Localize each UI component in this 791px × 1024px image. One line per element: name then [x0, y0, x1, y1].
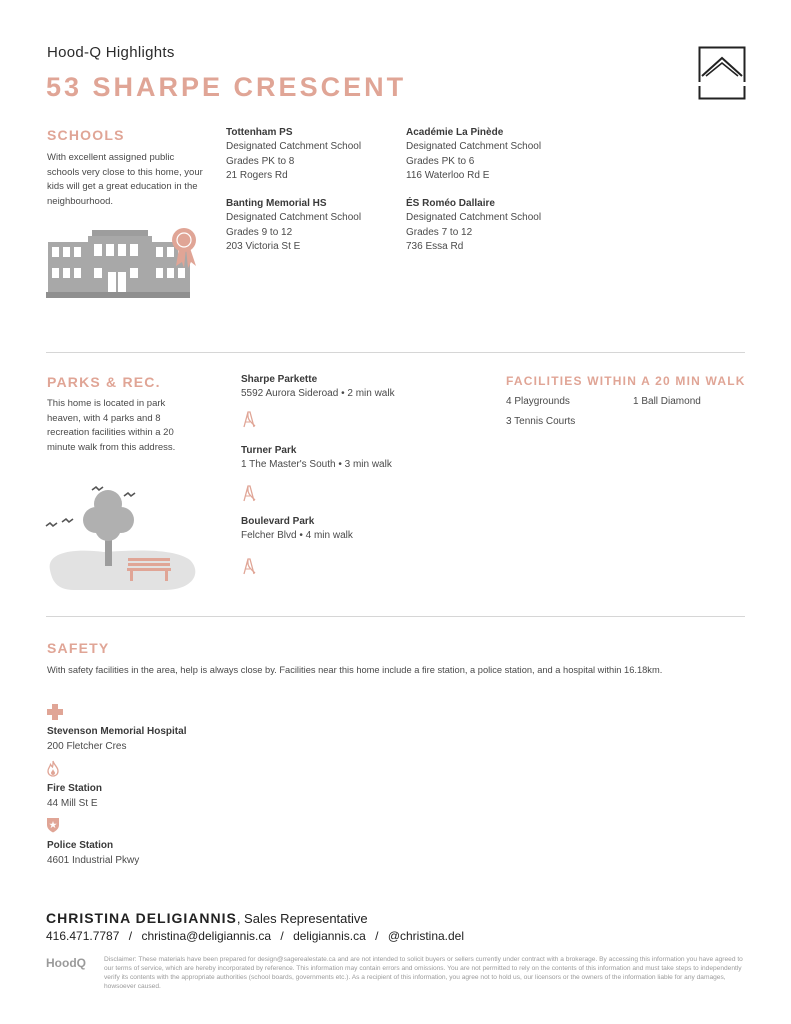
school-building-icon	[46, 222, 202, 300]
agent-title: , Sales Representative	[236, 911, 368, 926]
facility-name: Fire Station	[47, 783, 103, 794]
school-grades: Grades PK to 6	[406, 155, 475, 167]
agent-name: CHRISTINA DELIGIANNIS	[46, 910, 237, 926]
agent-social-handle[interactable]: @christina.del	[387, 929, 465, 943]
park-card	[241, 515, 481, 544]
facility-address: 4601 Industrial Pkwy	[47, 854, 140, 866]
park-detail: Felcher Blvd • 4 min walk	[241, 530, 353, 542]
separator: /	[375, 929, 379, 943]
park-name: Sharpe Parkette	[241, 374, 318, 385]
facility-address: 200 Fletcher Cres	[47, 740, 127, 752]
agent-signature	[46, 910, 368, 926]
park-tree-bench-icon	[44, 482, 200, 592]
school-card	[406, 197, 576, 254]
hospital-cross-icon	[47, 704, 63, 720]
school-type: Designated Catchment School	[406, 141, 542, 153]
school-card	[226, 197, 396, 254]
school-address: 21 Rogers Rd	[226, 169, 288, 181]
playground-slide-icon	[241, 557, 257, 575]
safety-description: With safety facilities in the area, help is always close by. Facilities near this home include a fire station, a police station, and a hospital within 16.18km.	[47, 665, 663, 675]
park-card	[241, 444, 481, 473]
park-card	[241, 373, 481, 402]
school-grades: Grades PK to 8	[226, 155, 295, 167]
page-kicker: Hood-Q Highlights	[47, 44, 175, 61]
parks-title: PARKS & REC.	[47, 374, 161, 390]
facility-name: Stevenson Memorial Hospital	[47, 726, 187, 737]
facility-address: 44 Mill St E	[47, 797, 98, 809]
school-address: 116 Waterloo Rd E	[406, 169, 490, 181]
agent-website[interactable]: deligiannis.ca	[293, 929, 366, 943]
section-divider	[46, 616, 745, 617]
agent-phone[interactable]: 416.471.7787	[46, 929, 120, 943]
playground-slide-icon	[241, 484, 257, 502]
schools-description: With excellent assigned public schools very close to this home, your kids will get a great education in the neighbourhood.	[47, 152, 203, 207]
facility-item: 4 Playgrounds	[506, 396, 570, 407]
safety-title: SAFETY	[47, 640, 110, 656]
park-detail: 5592 Aurora Sideroad • 2 min walk	[241, 388, 395, 400]
school-name: Banting Memorial HS	[226, 198, 327, 209]
school-grades: Grades 7 to 12	[406, 226, 473, 238]
property-address: 53 SHARPE CRESCENT	[46, 72, 407, 102]
disclaimer-text: Disclaimer: These materials have been prepared for design@sagerealestate.ca and are not intended to solicit buyers or sellers currently under contract with a brokerage. By accessing this information you have agreed to our terms of service, which are hereby incorporated by reference. This information may contain errors and omissions. You are not permitted to rely on the contents of this information and must take steps to independently verify its contents with the appropriate authorities (school boards, governments etc.). As a recipient of this information, you agree not to hold us, our licensors or the owners of the information liable for any damages, howsoever caused.	[104, 956, 743, 990]
park-name: Boulevard Park	[241, 516, 315, 527]
police-badge-icon	[46, 816, 60, 833]
house-roof-logo-icon	[698, 46, 746, 100]
school-type: Designated Catchment School	[226, 212, 362, 224]
school-name: Tottenham PS	[226, 127, 293, 138]
section-divider	[46, 352, 745, 353]
safety-facility	[47, 725, 186, 754]
facility-item: 3 Tennis Courts	[506, 416, 576, 427]
separator: /	[128, 929, 133, 943]
safety-facility	[47, 782, 102, 811]
park-name: Turner Park	[241, 445, 297, 456]
safety-facility	[47, 839, 139, 868]
separator: /	[280, 929, 284, 943]
facility-name: Police Station	[47, 840, 114, 851]
agent-contact	[46, 929, 464, 943]
school-type: Designated Catchment School	[226, 141, 362, 153]
park-detail: 1 The Master's South • 3 min walk	[241, 459, 392, 471]
school-card	[226, 126, 396, 183]
hoodq-brand-logo: HoodQ	[46, 956, 86, 970]
agent-email[interactable]: christina@deligiannis.ca	[141, 929, 272, 943]
facility-item: 1 Ball Diamond	[633, 396, 701, 407]
facilities-title: FACILITIES WITHIN A 20 MIN WALK	[506, 374, 746, 388]
school-address: 203 Victoria St E	[226, 240, 301, 252]
school-name: ÉS Roméo Dallaire	[406, 198, 495, 209]
school-address: 736 Essa Rd	[406, 240, 464, 252]
school-type: Designated Catchment School	[406, 212, 542, 224]
playground-slide-icon	[241, 410, 257, 428]
school-name: Académie La Pinède	[406, 127, 504, 138]
school-card	[406, 126, 576, 183]
school-grades: Grades 9 to 12	[226, 226, 293, 238]
parks-description: This home is located in park heaven, with 4 parks and 8 recreation facilities within a 20 minute walk from this address.	[47, 398, 176, 453]
schools-title: SCHOOLS	[47, 127, 125, 143]
fire-flame-icon	[46, 760, 60, 777]
